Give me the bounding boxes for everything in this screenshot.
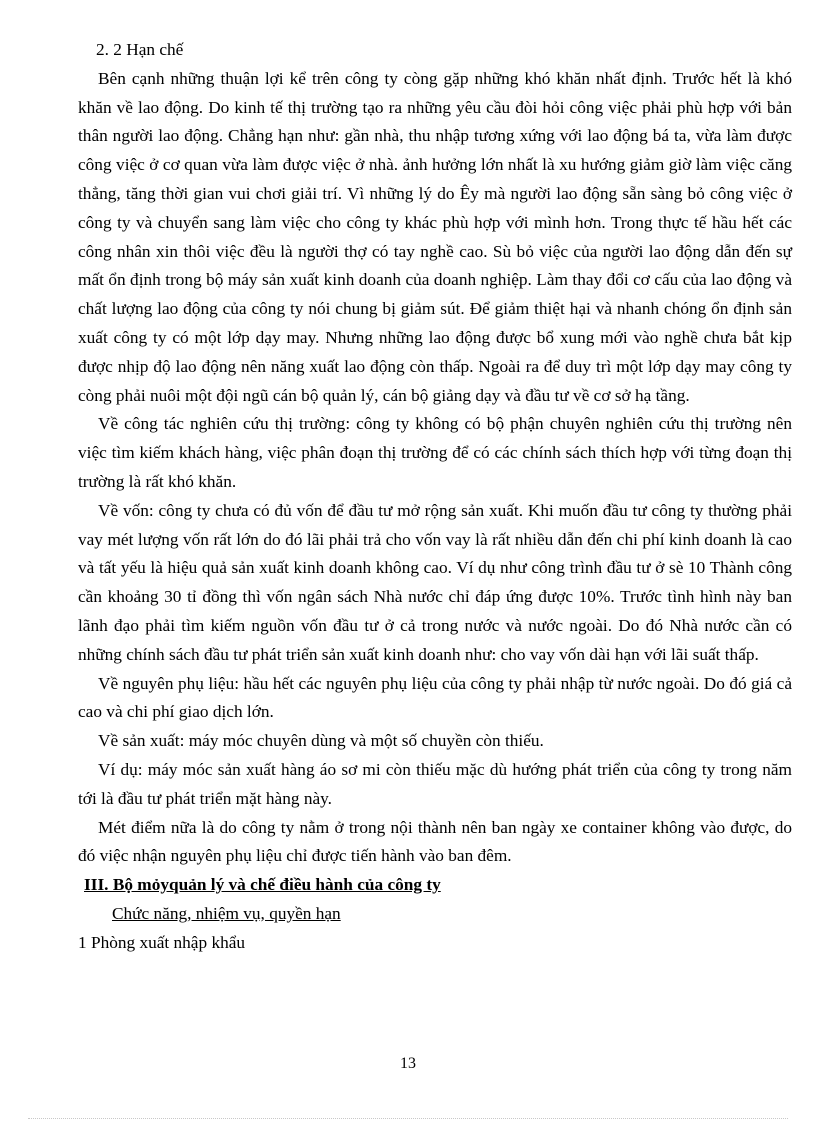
paragraph-location: Mét điểm nữa là do công ty nằm ở trong nội thành nên ban ngày xe container không vào được, do đó việc nhận nguyên phụ liệu chỉ được tiến hành vào ban đêm. (78, 817, 792, 866)
paragraph-production: Về sản xuất: máy móc chuyên dùng và một số chuyền còn thiếu. (98, 731, 544, 751)
numbered-heading: 1 Phòng xuất nhập khẩu (78, 932, 246, 952)
paragraph-market-research: Về công tác nghiên cứu thị trường: công ty không có bộ phận chuyên nghiên cứu thị trường nên việc tìm kiếm khách hàng, việc phân đoạn thị trường để có các chính sách thích hợp với từng đoạn thị trường là rất khó khăn. (78, 414, 792, 491)
paragraph-materials: Về nguyên phụ liệu: hầu hết các nguyên phụ liệu của công ty phải nhập từ nước ngoài. Do đó giá cả cao và chi phí giao dịch lớn. (78, 673, 792, 722)
sub-heading: Chức năng, nhiệm vụ, quyền hạn (112, 903, 341, 923)
footer-divider (28, 1118, 788, 1119)
chapter-heading: III. Bộ mỏyquản lý và chế điều hành của công ty (84, 875, 441, 895)
document-body (78, 36, 792, 958)
paragraph-example: Ví dụ: máy móc sản xuất hàng áo sơ mi còn thiếu mặc dù hướng phát triển của công ty trong năm tới là đầu tư phát triển mặt hàng này. (78, 759, 792, 808)
paragraph-capital: Về vốn: công ty chưa có đủ vốn để đầu tư mở rộng sản xuất. Khi muốn đầu tư công ty thường phải vay mét lượng vốn rất lớn do đó lãi phải trả cho vốn vay là rất nhiều dẫn đến chi phí kinh doanh là cao và tất yếu là hiệu quả sản xuất kinh doanh không cao. Ví dụ như công trình đầu tư ở sè 10 Thành công cần khoảng 30 tỉ đồng thì vốn ngân sách Nhà nước chỉ đáp ứng được 10%. Trước tình hình này ban lãnh đạo phải tìm kiếm nguồn vốn đầu tư ở cả trong nước và nước ngoài. Do đó Nhà nước cần có những chính sách đầu tư phát triển sản xuất kinh doanh như: cho vay vốn dài hạn với lãi suất thấp. (78, 500, 792, 664)
section-heading: 2. 2 Hạn chế (96, 40, 184, 59)
page-number: 13 (400, 1055, 416, 1072)
paragraph-labor-difficulties: Bên cạnh những thuận lợi kể trên công ty còng gặp những khó khăn nhất định. Trước hết là khó khăn về lao động. Do kinh tế thị trường tạo ra những yêu cầu đòi hỏi công việc phải phù hợp với bản thân người lao động. Chẳng hạn như: gần nhà, thu nhập tương xứng với lao động bá ta, vừa làm được công việc ở cơ quan vừa làm được việc ở nhà. ảnh hưởng lớn nhất là xu hướng giảm giờ làm việc căng thẳng, tăng thời gian vui chơi giải trí. Vì những lý do Êy mà người lao động sẵn sàng bỏ công việc ở công ty và chuyển sang làm việc cho công ty khác phù hợp với mình hơn. Trong thực tế hầu hết các công nhân xin thôi việc đều là người thợ có tay nghề cao. Sù bỏ việc của người lao động dẫn đến sự mất ổn định trong bộ máy sản xuất kinh doanh của doanh nghiệp. Làm thay đổi cơ cấu của lao động và chất lượng lao động của công ty nói chung bị giảm sút. Để giảm thiệt hại và nhanh chóng ổn định sản xuất công ty có một lớp dạy may. Nhưng những lao động được bổ xung mới vào nghề chưa bắt kịp được nhịp độ lao động nên năng xuất lao động còn thấp. Ngoài ra để duy trì một lớp dạy may công ty còng phải nuôi một đội ngũ cán bộ quản lý, cán bộ giảng dạy và đầu tư về cơ sở hạ tầng. (78, 68, 792, 405)
